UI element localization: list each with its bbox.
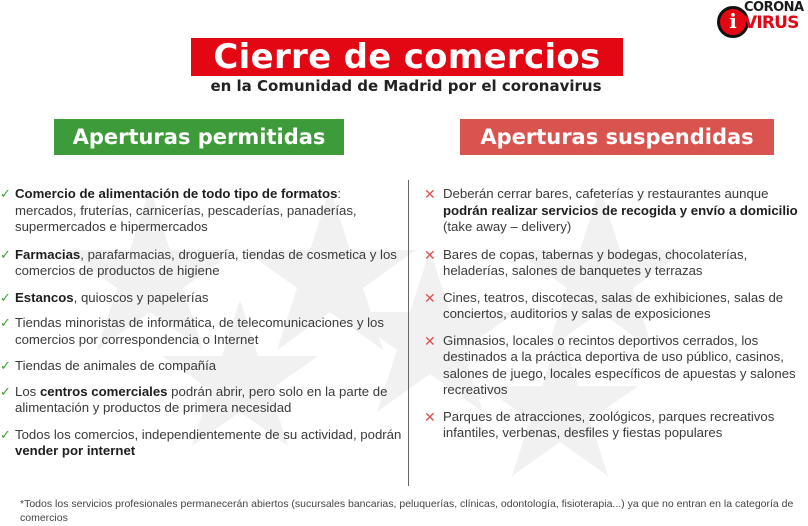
info-icon: i: [717, 6, 749, 38]
cross-icon: ✕: [424, 186, 436, 202]
cross-icon: ✕: [424, 289, 436, 306]
check-icon: ✓: [0, 358, 11, 373]
allowed-item: ✓ Estancos, quioscos y papelerías: [0, 289, 209, 305]
allowed-header: Aperturas permitidas: [54, 119, 344, 155]
check-icon: ✓: [0, 426, 11, 442]
footnote: *Todos los servicios profesionales permanecerán abiertos (sucursales bancarias, peluquerías, clínicas, odontología, fisioterapia...) ya que no entran en la categoría de comercios: [20, 498, 794, 524]
allowed-item: ✓ Comercio de alimentación de todo tipo de formatos: mercados, fruterías, carnicerías, pescaderías, panaderías, supermercados e hipermercados: [0, 186, 357, 234]
check-icon: ✓: [0, 383, 11, 399]
allowed-item: ✓ Tiendas de animales de compañía: [0, 358, 217, 373]
allowed-list: [0, 186, 402, 460]
allowed-item: ✓ Todos los comercios, independientemente de su actividad, podrán vender por internet: [0, 426, 402, 458]
check-icon: ✓: [0, 315, 11, 330]
corona-virus-logo: [714, 0, 808, 44]
allowed-item: ✓ Tiendas minoristas de informática, de telecomunicaciones y los comercios por correspondencia o Internet: [0, 315, 384, 347]
page-subtitle: en la Comunidad de Madrid por el coronavirus: [210, 77, 602, 95]
page-title: Cierre de comercios: [191, 38, 623, 76]
suspended-list: [424, 186, 808, 442]
cross-icon: ✕: [424, 246, 436, 263]
allowed-item: ✓ Farmacias, parafarmacias, droguería, tiendas de cosmetica y los comercios de productos de higiene: [0, 246, 397, 278]
logo-text-bottom: VIRUS: [744, 13, 799, 33]
suspended-item: ✕ Parques de atracciones, zoológicos, parques recreativos infantiles, verbenas, desfiles y fiestas populares: [424, 408, 775, 440]
logo-text-top: CORONA: [744, 0, 804, 15]
cross-icon: ✕: [424, 408, 436, 425]
check-icon: ✓: [0, 289, 11, 305]
suspended-item: ✕ Cines, teatros, discotecas, salas de exhibiciones, salas de conciertos, auditorios y salas de exposiciones: [424, 289, 784, 321]
suspended-item: ✕ Gimnasios, locales o recintos deportivos cerrados, los destinados a la práctica deportiva de uso público, casinos, salones de juego, locales específicos de apuestas y salones recreativos: [424, 332, 796, 397]
column-divider: [408, 180, 409, 486]
suspended-header: Aperturas suspendidas: [460, 119, 774, 155]
cross-icon: ✕: [424, 332, 436, 349]
suspended-item: ✕ Bares de copas, tabernas y bodegas, chocolaterías, heladerías, salones de banquetes y terrazas: [424, 246, 748, 278]
suspended-item: ✕ Deberán cerrar bares, cafeterías y restaurantes aunque podrán realizar servicios de recogida y envío a domicilio (take away – delivery): [424, 186, 798, 234]
check-icon: ✓: [0, 246, 11, 262]
check-icon: ✓: [0, 186, 11, 201]
allowed-item: ✓ Los centros comerciales podrán abrir, pero solo en la parte de alimentación y productos de primera necesidad: [0, 383, 388, 415]
